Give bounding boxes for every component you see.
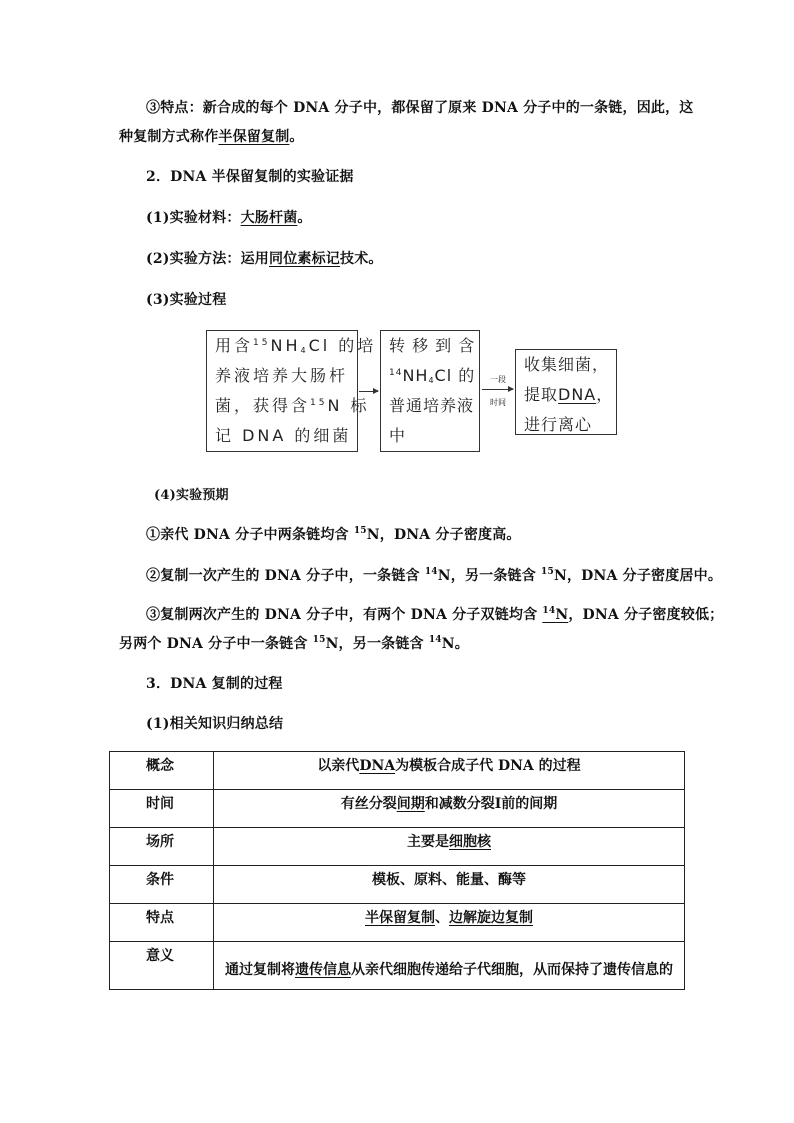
prediction-1: ①亲代 DNA 分子中两条链均含 $^{15}$N，DNA 分子密度高。 — [146, 526, 521, 543]
flow-arrow-label-top: 一段 — [490, 375, 506, 384]
flow-arrow-2 — [482, 389, 513, 390]
prediction-2: ②复制一次产生的 DNA 分子中，一条链含 $^{14}$N，另一条链含 $^{15}$N，DNA 分子密度居中。 — [146, 567, 723, 584]
flow-box-culture: 用含$^{15}NH_4Cl$ 的培 养液培养大肠杆 菌，获得含$^{15}$N 标 记 DNA 的细菌 — [206, 330, 358, 452]
method-line: (2)实验方法：运用同位素标记技术。 — [146, 251, 383, 267]
summary-table — [109, 751, 685, 990]
term-ecoli: 大肠杆菌 — [240, 210, 298, 226]
process-heading: (3)实验过程 — [146, 292, 227, 308]
flow-box-transfer: 转 移 到 含 $^{14}NH_4Cl$ 的 普通培养液 中 — [380, 330, 480, 452]
section3-heading: 3．DNA 复制的过程 — [146, 676, 283, 692]
flow-arrow-label-bottom: 时间 — [490, 398, 506, 407]
table-row: 时间 有丝分裂间期和减数分裂Ⅰ前的间期 — [110, 790, 685, 828]
table-row: 场所 主要是细胞核 — [110, 828, 685, 866]
term-isotope: 同位素标记 — [269, 251, 340, 267]
feature-line-1: ③特点：新合成的每个 DNA 分子中，都保留了原来 DNA 分子中的一条链，因此，这 — [146, 100, 694, 116]
prediction-3-line-1: ③复制两次产生的 DNA 分子中，有两个 DNA 分子双链均含 $^{14}$N，DNA 分子密度较低； — [146, 606, 724, 623]
table-row: 特点 半保留复制、边解旋边复制 — [110, 904, 685, 942]
prediction-heading: (4)实验预期 — [154, 488, 229, 503]
table-row: 意义 通过复制将遗传信息从亲代细胞传递给子代细胞，从而保持了遗传信息的 — [110, 942, 685, 990]
prediction-3-line-2: 另两个 DNA 分子中一条链含 $^{15}$N，另一条链含 $^{14}$N。 — [119, 635, 469, 652]
table-row: 概念 以亲代DNA为模板合成子代 DNA 的过程 — [110, 752, 685, 790]
material-line: (1)实验材料：大肠杆菌。 — [146, 210, 312, 226]
term-semi-conservative: 半保留复制 — [218, 129, 290, 145]
section3-sub: (1)相关知识归纳总结 — [146, 716, 284, 732]
flow-arrow-1 — [359, 391, 378, 392]
feature-line-2: 种复制方式称作半保留复制。 — [119, 129, 304, 145]
section2-heading: 2．DNA 半保留复制的实验证据 — [146, 169, 354, 185]
table-row: 条件 模板、原料、能量、酶等 — [110, 866, 685, 904]
flow-box-collect: 收集细菌， 提取DNA， 进行离心 — [515, 349, 617, 435]
